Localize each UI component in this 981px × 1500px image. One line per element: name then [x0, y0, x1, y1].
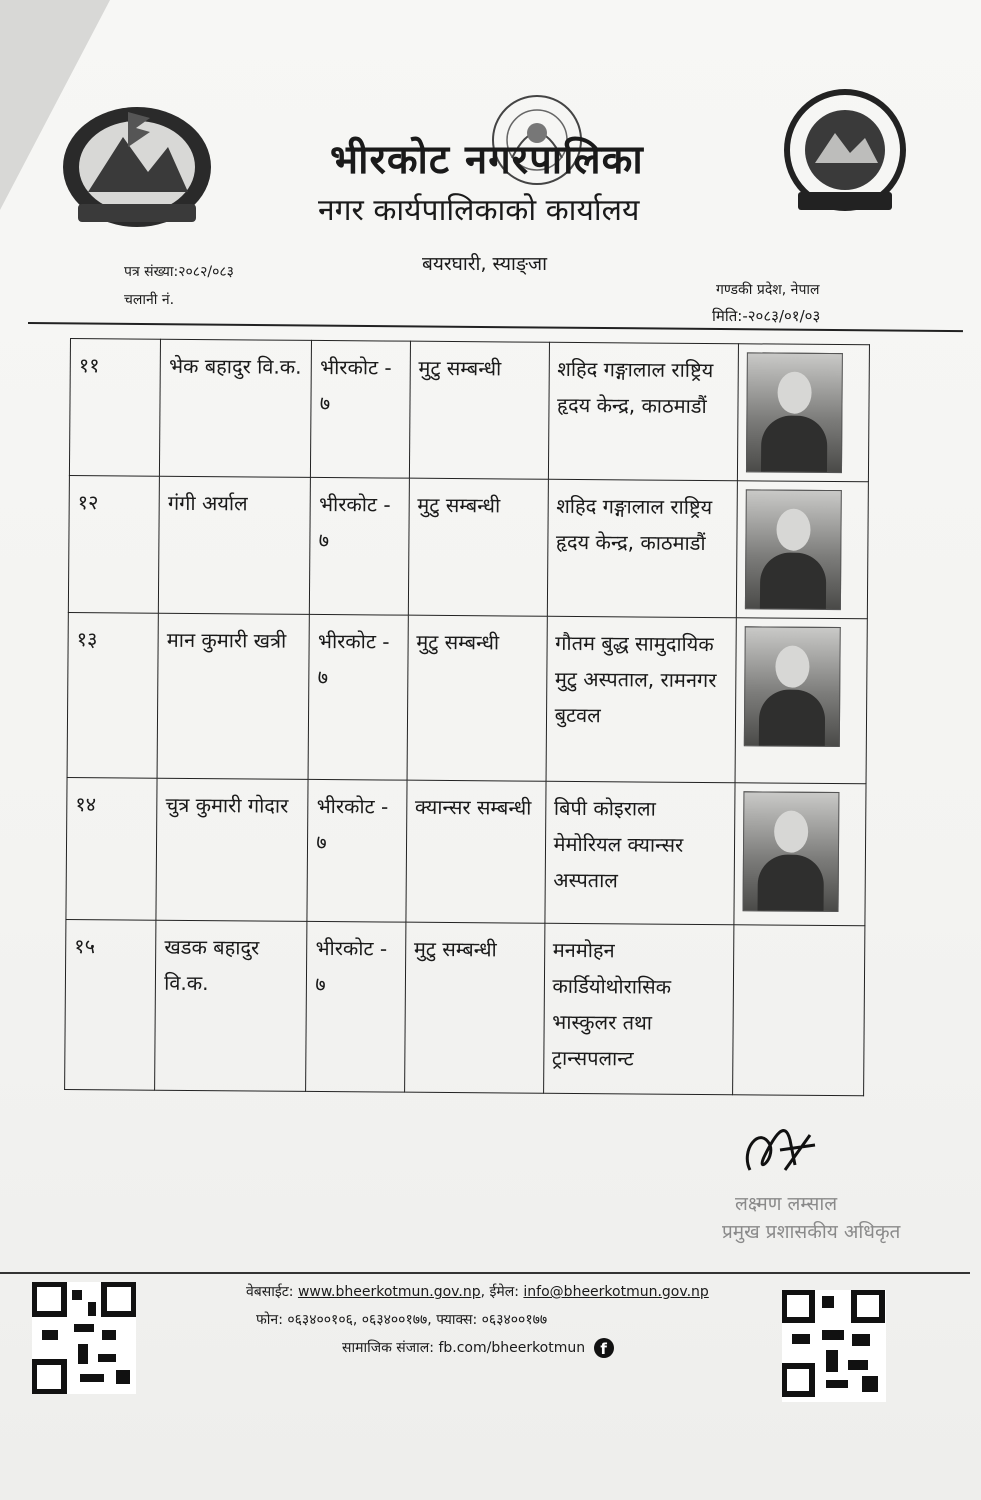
patient-photo	[744, 626, 841, 747]
photo-body	[759, 689, 825, 747]
nepal-emblem-icon	[58, 92, 216, 232]
photo-body	[760, 552, 826, 610]
website-line: वेबसाईट: www.bheerkotmun.gov.np, ईमेल: info@bheerkotmun.gov.np	[246, 1284, 709, 1300]
serial-number-cell: ११	[69, 339, 160, 477]
patient-name-cell: भेक बहादुर वि.क.	[160, 339, 312, 477]
photo-cell	[736, 481, 868, 619]
patient-photo	[746, 352, 843, 473]
patient-address-cell: भीरकोट - ७	[307, 779, 406, 922]
email-link[interactable]: info@bheerkotmun.gov.np	[523, 1284, 709, 1300]
hospital-name-cell: मनमोहन कार्डियोथोरासिक भास्कुलर तथा ट्रान्सपलान्ट	[543, 923, 734, 1094]
hospital-name-cell: गौतम बुद्ध सामुदायिक मुटु अस्पताल, रामनगर बुटवल	[546, 616, 737, 782]
letter-number: पत्र संख्या:२०८२/०८३	[124, 264, 234, 280]
photo-cell	[735, 618, 867, 784]
photo-cell	[734, 783, 866, 926]
municipality-title: भीरकोट नगरपालिका	[330, 136, 644, 183]
table-row	[66, 777, 866, 925]
municipality-logo-icon	[780, 88, 910, 216]
social-line	[342, 1338, 614, 1358]
photo-cell	[733, 925, 865, 1096]
table-row	[67, 612, 867, 783]
patient-address-cell: भीरकोट - ७	[311, 340, 410, 478]
signatory-name: लक्ष्मण लम्साल	[735, 1193, 838, 1215]
disease-type-cell: क्यान्सर सम्बन्धी	[406, 780, 546, 923]
patient-name-cell: गंगी अर्याल	[159, 476, 311, 614]
patient-address-cell: भीरकोट - ७	[308, 614, 408, 780]
signatory-title: प्रमुख प्रशासकीय अधिकृत	[722, 1221, 901, 1243]
photo-head	[775, 646, 809, 688]
photo-head	[774, 811, 808, 853]
hospital-name-cell: शहिद गङ्गालाल राष्ट्रिय हृदय केन्द्र, काठमाडौं	[547, 479, 738, 617]
patient-photo	[743, 791, 840, 912]
serial-number-cell: १३	[67, 612, 159, 778]
patient-name-cell: मान कुमारी खत्री	[157, 613, 309, 779]
email-label: ईमेल:	[489, 1284, 519, 1300]
header-divider	[28, 322, 963, 332]
qr-code-right-icon	[782, 1290, 886, 1402]
photo-head	[778, 372, 812, 414]
table-row	[68, 475, 868, 618]
disease-type-cell: मुटु सम्बन्धी	[408, 478, 548, 616]
photo-body	[758, 854, 824, 912]
serial-number-cell: १५	[65, 919, 157, 1090]
social-link[interactable]: fb.com/bheerkotmun	[438, 1340, 586, 1356]
social-label: सामाजिक संजाल:	[342, 1340, 434, 1356]
patient-table	[64, 338, 870, 1096]
hospital-name-cell: बिपी कोइराला मेमोरियल क्यान्सर अस्पताल	[544, 781, 735, 924]
disease-type-cell: मुटु सम्बन्धी	[409, 341, 549, 479]
patient-address-cell: भीरकोट - ७	[310, 477, 409, 615]
table-row	[65, 919, 865, 1095]
hospital-name-cell: शहिद गङ्गालाल राष्ट्रिय हृदय केन्द्र, काठमाडौं	[548, 342, 739, 480]
office-subtitle: नगर कार्यपालिकाको कार्यालय	[318, 193, 640, 228]
patient-name-cell: चुत्र कुमारी गोदार	[156, 778, 308, 921]
phone-line: फोन: ०६३४००१०६, ०६३४००१७७, फ्याक्स: ०६३४००१७७	[256, 1312, 548, 1328]
disease-type-cell: मुटु सम्बन्धी	[407, 615, 547, 781]
date-label: मिति:-२०८३/०१/०३	[712, 307, 821, 325]
website-label: वेबसाईट:	[246, 1284, 294, 1300]
facebook-icon: f	[594, 1338, 614, 1358]
serial-number-cell: १२	[68, 475, 159, 613]
province-label: गण्डकी प्रदेश, नेपाल	[716, 282, 820, 298]
photo-cell	[738, 344, 870, 482]
disease-type-cell: मुटु सम्बन्धी	[404, 922, 544, 1093]
patient-name-cell: खडक बहादुर वि.क.	[155, 920, 307, 1091]
website-link[interactable]: www.bheerkotmun.gov.np	[297, 1284, 481, 1300]
qr-code-left-icon	[32, 1282, 136, 1394]
serial-number-cell: १४	[66, 777, 157, 920]
patient-address-cell: भीरकोट - ७	[306, 921, 406, 1092]
dispatch-number: चलानी नं.	[124, 292, 175, 308]
signature-icon	[735, 1115, 825, 1185]
photo-body	[761, 415, 827, 473]
footer-divider	[0, 1272, 970, 1274]
photo-head	[777, 509, 811, 551]
table-row	[69, 339, 869, 482]
office-address: बयरघारी, स्याङ्जा	[422, 253, 548, 275]
patient-photo	[745, 489, 842, 610]
